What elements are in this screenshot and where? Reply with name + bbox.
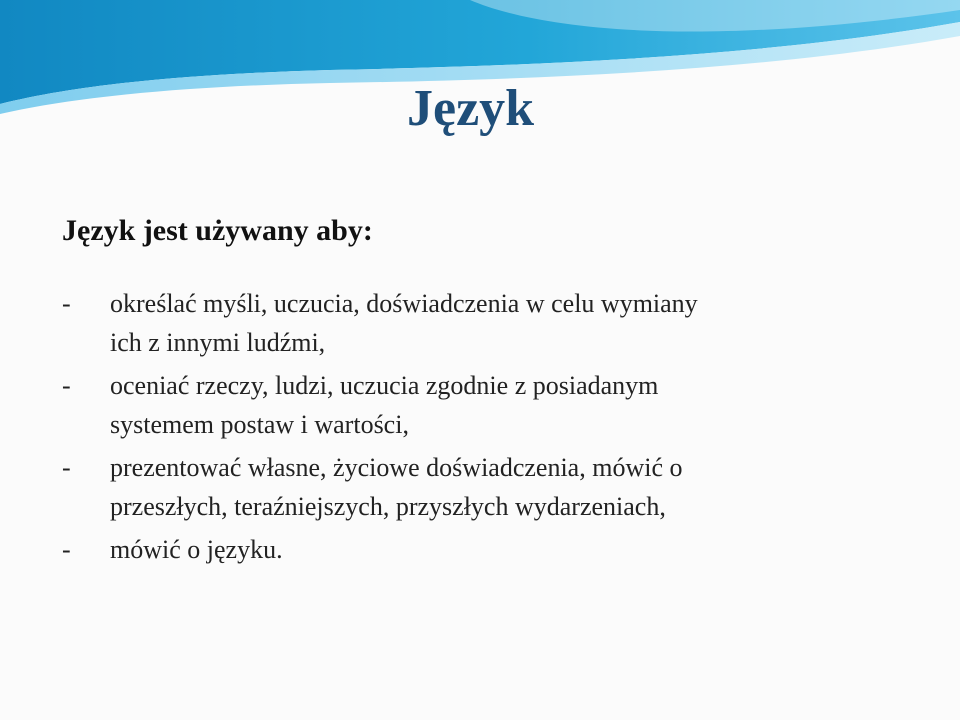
bullet-line: oceniać rzeczy, ludzi, uczucia zgodnie z posiadanym <box>110 371 659 400</box>
bullet-marker: - <box>62 453 71 482</box>
bullet-item <box>62 284 902 362</box>
bullet-line: systemem postaw i wartości, <box>110 410 409 439</box>
slide-subtitle: Język jest używany aby: <box>62 214 373 247</box>
bullet-marker: - <box>62 289 71 318</box>
bullet-line: ich z innymi ludźmi, <box>110 328 326 357</box>
bullet-item <box>62 448 902 526</box>
slide-title: Język <box>407 80 535 137</box>
bullet-item <box>62 366 902 444</box>
bullet-list <box>62 284 902 573</box>
bullet-marker: - <box>62 535 71 564</box>
bullet-line: przeszłych, teraźniejszych, przyszłych wydarzeniach, <box>110 492 666 521</box>
bullet-item <box>62 530 902 569</box>
bullet-line: mówić o języku. <box>110 535 283 564</box>
bullet-marker: - <box>62 371 71 400</box>
bullet-line: prezentować własne, życiowe doświadczenia, mówić o <box>110 453 683 482</box>
bullet-line: określać myśli, uczucia, doświadczenia w celu wymiany <box>110 289 698 318</box>
